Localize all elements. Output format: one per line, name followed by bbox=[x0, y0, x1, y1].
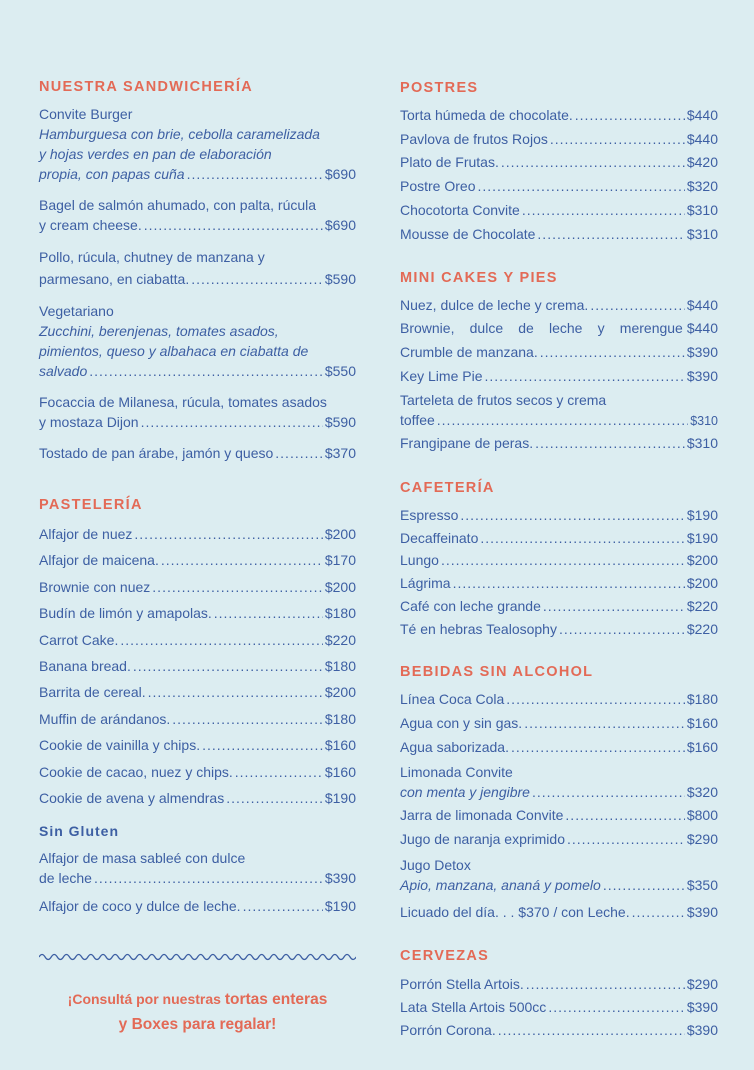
dot-leader bbox=[441, 550, 685, 570]
item-name: Café con leche grande bbox=[400, 597, 541, 614]
item-price: $220 bbox=[324, 631, 356, 648]
menu-item bbox=[39, 762, 356, 782]
item-description: y hojas verdes en pan de elaboración bbox=[39, 146, 272, 162]
menu-item bbox=[400, 619, 718, 639]
menu-item bbox=[39, 603, 356, 623]
dot-leader bbox=[172, 709, 323, 729]
item-name: Tostado de pan árabe, jamón y queso bbox=[39, 445, 274, 461]
item-price: $160 bbox=[686, 715, 718, 731]
menu-item bbox=[400, 318, 718, 338]
menu-item bbox=[400, 974, 718, 994]
menu-item-pollo bbox=[39, 247, 356, 289]
dot-leader bbox=[133, 656, 323, 676]
menu-item bbox=[400, 713, 718, 733]
promo-highlight: tortas enteras bbox=[224, 991, 328, 1008]
item-name: Agua con y sin gas. bbox=[400, 715, 523, 731]
menu-item bbox=[400, 342, 718, 362]
wave-divider bbox=[39, 950, 356, 964]
item-name: Convite Burger bbox=[39, 106, 133, 122]
menu-item bbox=[400, 997, 718, 1017]
item-price: $160 bbox=[324, 763, 356, 780]
item-name: Budín de limón y amapolas. bbox=[39, 605, 212, 622]
menu-item bbox=[39, 550, 356, 570]
item-price: $420 bbox=[686, 154, 718, 171]
menu-item bbox=[400, 689, 718, 709]
item-price: $200 bbox=[324, 684, 356, 701]
section-title-cervezas: CERVEZAS bbox=[400, 948, 490, 964]
item-name: Pollo, rúcula, chutney de manzana y bbox=[39, 249, 265, 265]
menu-item bbox=[400, 1020, 718, 1040]
item-description: Zucchini, berenjenas, tomates asados, bbox=[39, 323, 279, 339]
item-name: Pavlova de frutos Rojos bbox=[400, 130, 548, 147]
menu-item-alfajor-coco bbox=[39, 896, 356, 916]
item-name: parmesano, en ciabatta. bbox=[39, 271, 190, 287]
item-description: Hamburguesa con brie, cebolla caramelizada bbox=[39, 126, 320, 142]
menu-item bbox=[39, 709, 356, 729]
item-price: $690 bbox=[324, 166, 356, 182]
menu-item bbox=[400, 152, 718, 172]
section-title-sin-gluten: Sin Gluten bbox=[39, 823, 119, 839]
item-price: $440 bbox=[686, 107, 718, 123]
dot-leader bbox=[477, 176, 684, 196]
dot-leader bbox=[501, 152, 685, 172]
item-name: Lata Stella Artois 500cc bbox=[400, 998, 547, 1015]
dot-leader bbox=[526, 974, 685, 994]
dot-leader bbox=[559, 619, 685, 639]
item-name: Key Lime Pie bbox=[400, 368, 483, 384]
menu-item bbox=[400, 528, 718, 548]
item-price: $160 bbox=[686, 739, 718, 755]
item-name: Jugo de naranja exprimido bbox=[400, 831, 565, 847]
item-price: $190 bbox=[324, 790, 356, 806]
item-price: $390 bbox=[686, 344, 718, 360]
item-price: $200 bbox=[324, 526, 356, 542]
dot-leader bbox=[134, 524, 322, 544]
item-name: Crumble de manzana. bbox=[400, 344, 538, 360]
item-name: Lungo bbox=[400, 552, 439, 569]
item-name: y cream cheese. bbox=[39, 217, 142, 233]
item-price: $220 bbox=[686, 620, 718, 637]
item-name: Tarteleta de frutos secos y crema bbox=[400, 392, 607, 408]
item-price: $200 bbox=[686, 552, 718, 569]
menu-item bbox=[400, 295, 718, 315]
menu-item bbox=[400, 433, 718, 453]
dot-leader bbox=[152, 577, 323, 597]
item-price: $170 bbox=[324, 552, 356, 569]
item-name: Cookie de avena y almendras bbox=[39, 790, 225, 806]
menu-item bbox=[400, 129, 718, 149]
item-description: pimientos, queso y albahaca en ciabatta de bbox=[39, 343, 309, 359]
item-name: Porrón Corona. bbox=[400, 1021, 496, 1038]
item-price: $290 bbox=[686, 831, 718, 847]
dot-leader bbox=[275, 443, 323, 463]
item-price: $200 bbox=[686, 575, 718, 592]
item-name: Línea Coca Cola bbox=[400, 691, 505, 707]
dot-leader bbox=[543, 596, 685, 616]
promo-line-2: y Boxes para regalar! bbox=[118, 1016, 277, 1033]
item-name: Alfajor de nuez bbox=[39, 526, 133, 542]
promo-line-1: ¡Consultá por nuestras bbox=[67, 991, 225, 1007]
dot-leader bbox=[480, 528, 684, 548]
dot-leader bbox=[498, 1020, 685, 1040]
item-name: Mousse de Chocolate bbox=[400, 225, 536, 242]
menu-item bbox=[400, 366, 718, 386]
dot-leader bbox=[89, 361, 323, 381]
dot-leader bbox=[575, 105, 685, 125]
dot-leader bbox=[144, 215, 323, 235]
item-price: $320 bbox=[686, 784, 718, 800]
item-price: $370 bbox=[324, 445, 356, 461]
menu-item bbox=[39, 735, 356, 755]
item-description: Apio, manzana, ananá y pomelo bbox=[400, 877, 601, 893]
item-price: $390 bbox=[686, 998, 718, 1015]
item-price: $190 bbox=[686, 507, 718, 523]
menu-item bbox=[39, 577, 356, 597]
menu-item bbox=[39, 788, 356, 808]
dot-leader bbox=[603, 875, 685, 895]
item-description: propia, con papas cuña bbox=[39, 166, 185, 182]
section-title-bebidas: BEBIDAS SIN ALCOHOL bbox=[400, 664, 594, 680]
item-name: Jarra de limonada Convite bbox=[400, 807, 564, 823]
dot-leader bbox=[437, 410, 688, 430]
dot-leader bbox=[548, 997, 685, 1017]
dot-leader bbox=[187, 164, 323, 184]
item-name: de leche bbox=[39, 870, 92, 886]
dot-leader bbox=[540, 342, 685, 362]
menu-item-limonada bbox=[400, 762, 718, 802]
item-name: y mostaza Dijon bbox=[39, 414, 139, 430]
dot-leader bbox=[120, 630, 322, 650]
section-title-postres: POSTRES bbox=[400, 80, 479, 96]
item-name: toffee bbox=[400, 412, 435, 428]
item-description: salvado bbox=[39, 363, 88, 379]
dot-leader bbox=[453, 573, 685, 593]
section-title-cafeteria: CAFETERÍA bbox=[400, 480, 495, 496]
item-price: $390 bbox=[686, 904, 718, 920]
item-price: $310 bbox=[686, 435, 718, 451]
item-name: Decaffeinato bbox=[400, 529, 479, 546]
item-name: Alfajor de masa sableé con dulce bbox=[39, 850, 246, 866]
item-name: Torta húmeda de chocolate. bbox=[400, 107, 573, 123]
dot-leader bbox=[537, 224, 684, 244]
dot-leader bbox=[524, 713, 685, 733]
item-price: $590 bbox=[324, 271, 356, 287]
item-price: $190 bbox=[686, 529, 718, 546]
item-price: $590 bbox=[324, 414, 356, 430]
section-title-pasteleria: PASTELERÍA bbox=[39, 497, 143, 513]
item-name: Chocotorta Convite bbox=[400, 201, 520, 218]
item-price: $440 bbox=[686, 297, 718, 313]
item-price: $440 bbox=[686, 320, 718, 336]
dot-leader bbox=[214, 603, 323, 623]
item-name: Frangipane de peras. bbox=[400, 435, 534, 451]
dot-leader bbox=[161, 550, 323, 570]
item-name: Espresso bbox=[400, 507, 459, 523]
item-price: $290 bbox=[686, 976, 718, 992]
item-name: Limonada Convite bbox=[400, 764, 513, 780]
section-title-sandwicheria: NUESTRA SANDWICHERÍA bbox=[39, 79, 253, 95]
menu-item-focaccia bbox=[39, 392, 356, 432]
dot-leader bbox=[141, 412, 323, 432]
menu-item-tostado bbox=[39, 443, 356, 463]
item-price: $180 bbox=[686, 691, 718, 707]
item-name: Bagel de salmón ahumado, con palta, rúcula bbox=[39, 197, 317, 213]
dot-leader bbox=[191, 269, 323, 289]
item-name: Plato de Frutas. bbox=[400, 154, 499, 171]
menu-item bbox=[39, 630, 356, 650]
menu-item bbox=[400, 573, 718, 593]
item-name: Focaccia de Milanesa, rúcula, tomates asados bbox=[39, 394, 327, 410]
item-name: Té en hebras Tealosophy bbox=[400, 620, 557, 637]
item-price: $550 bbox=[324, 363, 356, 379]
menu-item-convite-burger bbox=[39, 104, 356, 184]
item-price: $180 bbox=[324, 658, 356, 674]
item-price: $180 bbox=[324, 710, 356, 727]
item-name: Porrón Stella Artois. bbox=[400, 976, 524, 992]
menu-item bbox=[39, 656, 356, 676]
menu-item bbox=[400, 105, 718, 125]
menu-item bbox=[400, 596, 718, 616]
item-price: $690 bbox=[324, 217, 356, 233]
dot-leader bbox=[460, 505, 684, 525]
dot-leader bbox=[565, 805, 684, 825]
dot-leader bbox=[484, 366, 684, 386]
section-title-mini-cakes: MINI CAKES Y PIES bbox=[400, 270, 558, 286]
dot-leader bbox=[94, 868, 323, 888]
menu-item bbox=[39, 682, 356, 702]
item-price: $310 bbox=[686, 201, 718, 218]
item-name: Carrot Cake. bbox=[39, 631, 119, 648]
menu-item bbox=[400, 737, 718, 757]
item-name: Muffin de arándanos. bbox=[39, 710, 171, 727]
item-price: $180 bbox=[324, 605, 356, 622]
item-price: $350 bbox=[686, 877, 718, 893]
dot-leader bbox=[535, 433, 685, 453]
dot-leader bbox=[226, 788, 323, 808]
item-name: Brownie, dulce de leche y merengue bbox=[400, 320, 683, 336]
item-price: $390 bbox=[686, 368, 718, 384]
menu-item-vegetariano bbox=[39, 301, 356, 381]
dot-leader bbox=[632, 902, 685, 922]
item-name: Alfajor de coco y dulce de leche. bbox=[39, 898, 241, 914]
menu-item bbox=[400, 902, 718, 922]
item-name: Banana bread. bbox=[39, 658, 131, 674]
menu-item-alfajor-sablee bbox=[39, 848, 356, 888]
menu-item-bagel bbox=[39, 195, 356, 235]
item-price: $160 bbox=[324, 737, 356, 754]
dot-leader bbox=[506, 689, 685, 709]
item-price: $190 bbox=[324, 898, 356, 914]
item-name: Cookie de cacao, nuez y chips. bbox=[39, 763, 233, 780]
menu-item bbox=[400, 224, 718, 244]
dot-leader bbox=[522, 200, 685, 220]
menu-item-jugo-detox bbox=[400, 855, 718, 895]
menu-item bbox=[39, 524, 356, 544]
item-price: $220 bbox=[686, 597, 718, 614]
item-name: Cookie de vainilla y chips. bbox=[39, 737, 201, 754]
item-price: $310 bbox=[686, 225, 718, 242]
item-name: Agua saborizada. bbox=[400, 739, 509, 755]
item-name: Brownie con nuez bbox=[39, 578, 151, 595]
item-price: $390 bbox=[324, 870, 356, 886]
menu-item bbox=[400, 505, 718, 525]
item-name: Alfajor de maicena. bbox=[39, 552, 159, 569]
item-name: Vegetariano bbox=[39, 303, 114, 319]
item-price: $390 bbox=[686, 1021, 718, 1038]
dot-leader bbox=[532, 782, 685, 802]
item-price: $800 bbox=[686, 807, 718, 823]
dot-leader bbox=[590, 295, 685, 315]
dot-leader bbox=[567, 829, 685, 849]
item-name: Jugo Detox bbox=[400, 857, 471, 873]
dot-leader bbox=[511, 737, 685, 757]
menu-item bbox=[400, 550, 718, 570]
item-price: $440 bbox=[686, 130, 718, 147]
menu-item bbox=[400, 805, 718, 825]
menu-item bbox=[400, 829, 718, 849]
item-description: con menta y jengibre bbox=[400, 784, 530, 800]
item-price: $320 bbox=[686, 178, 718, 195]
dot-leader bbox=[148, 682, 323, 702]
menu-item-tarteleta bbox=[400, 390, 718, 431]
item-name: Lágrima bbox=[400, 575, 451, 592]
dot-leader bbox=[202, 735, 323, 755]
dot-leader bbox=[550, 129, 685, 149]
menu-item bbox=[400, 176, 718, 196]
dot-leader bbox=[243, 896, 323, 916]
item-name: Licuado del día. . . $370 / con Leche. bbox=[400, 904, 630, 920]
menu-item bbox=[400, 200, 718, 220]
item-name: Nuez, dulce de leche y crema. bbox=[400, 297, 589, 313]
dot-leader bbox=[235, 762, 323, 782]
item-price: $310 bbox=[690, 414, 718, 428]
item-name: Postre Oreo bbox=[400, 178, 476, 195]
item-name: Barrita de cereal. bbox=[39, 684, 146, 701]
item-price: $200 bbox=[324, 578, 356, 595]
promo-text bbox=[39, 987, 356, 1037]
